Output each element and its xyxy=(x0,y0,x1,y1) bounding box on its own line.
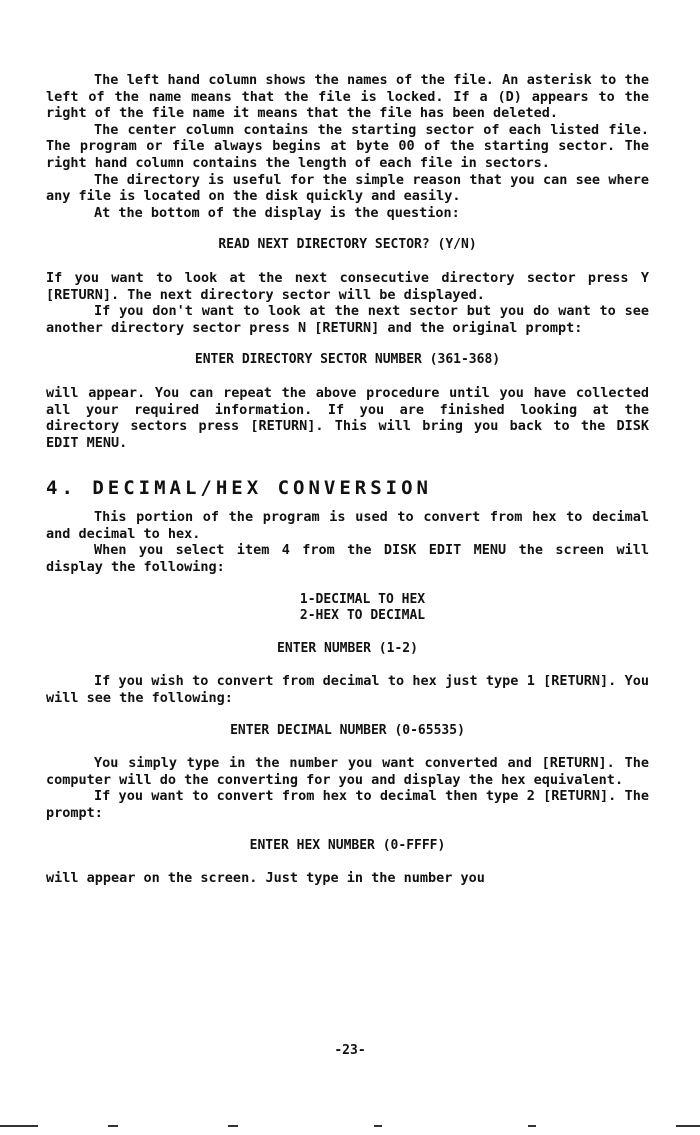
paragraph-hex-to-decimal: If you want to convert from hex to decimal then type 2 [RETURN]. The prompt: xyxy=(46,788,649,821)
paragraph-next-consecutive: If you want to look at the next consecutive directory sector press Y [RETURN]. The next directory sector will be displayed. xyxy=(46,269,649,303)
paragraph-will-appear: will appear. You can repeat the above procedure until you have collected all your required information. If you are finished looking at the directory sectors press [RETURN]. This will bring you back to the DISK EDIT MENU. xyxy=(46,384,649,451)
page-number: -23- xyxy=(334,1043,366,1058)
paragraph-type-number: You simply type in the number you want converted and [RETURN]. The computer will do the converting for you and display the hex equivalent. xyxy=(46,755,649,788)
section-heading-decimal-hex: 4. DECIMAL/HEX CONVERSION xyxy=(46,477,432,500)
paragraph-another-sector: If you don't want to look at the next sector but you do want to see another directory sector press N [RETURN] and the original prompt: xyxy=(46,303,649,336)
menu-item-decimal-to-hex: 1-DECIMAL TO HEX xyxy=(299,591,426,607)
paragraph-will-appear-screen: will appear on the screen. Just type in the number you xyxy=(46,870,485,887)
prompt-enter-decimal: ENTER DECIMAL NUMBER (0-65535) xyxy=(230,722,465,738)
paragraph-select-item-4: When you select item 4 from the DISK EDIT MENU the screen will display the following: xyxy=(46,542,649,576)
paragraph-bottom-question: At the bottom of the display is the question: xyxy=(94,204,460,221)
scan-edge-marks xyxy=(0,1124,700,1128)
paragraph-directory-useful: The directory is useful for the simple reason that you can see where any file is located on the disk quickly and easily. xyxy=(46,171,649,205)
paragraph-center-column: The center column contains the starting sector of each listed file. The program or file always begins at byte 00 of the starting sector. The right hand column contains the length of each file in sectors. xyxy=(46,121,649,171)
prompt-read-next-sector: READ NEXT DIRECTORY SECTOR? (Y/N) xyxy=(218,237,477,253)
conversion-menu xyxy=(76,592,649,625)
prompt-enter-hex: ENTER HEX NUMBER (0-FFFF) xyxy=(249,837,446,853)
paragraph-left-column: The left hand column shows the names of the file. An asterisk to the left of the name means that the file is locked. If a (D) appears to the right of the file name it means that the file has been deleted. xyxy=(46,72,649,122)
paragraph-portion-of-program: This portion of the program is used to convert from hex to decimal and decimal to hex. xyxy=(46,509,649,542)
menu-item-hex-to-decimal: 2-HEX TO DECIMAL xyxy=(299,608,426,624)
prompt-enter-directory-sector: ENTER DIRECTORY SECTOR NUMBER (361-368) xyxy=(194,352,501,368)
prompt-enter-number: ENTER NUMBER (1-2) xyxy=(277,640,418,656)
paragraph-decimal-to-hex: If you wish to convert from decimal to hex just type 1 [RETURN]. You will see the following: xyxy=(46,673,649,707)
document-page xyxy=(46,72,649,887)
